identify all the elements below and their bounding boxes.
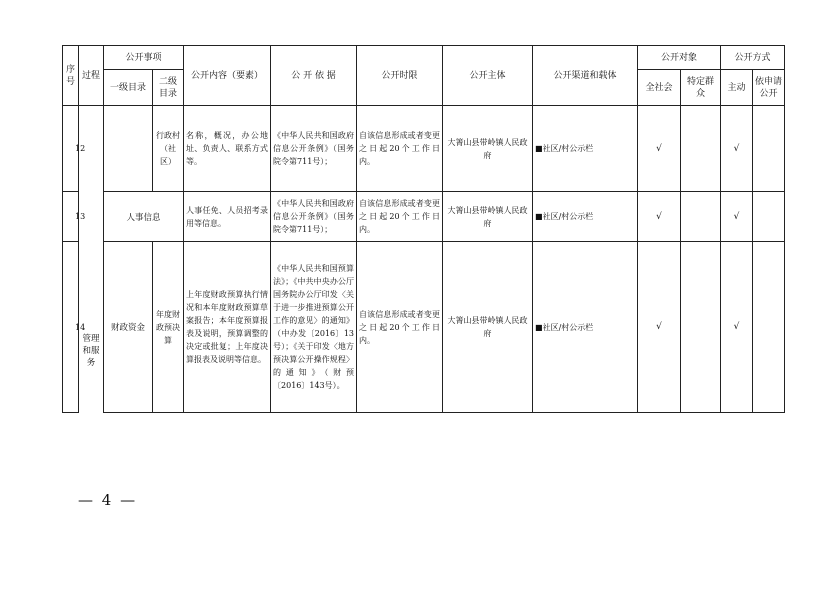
level1-cell: 人事信息 <box>104 192 184 242</box>
basis-cell: 《中华人民共和国政府信息公开条例》（国务院令第711号）； <box>271 192 357 242</box>
header-active: 主动 <box>721 70 753 106</box>
header-specific: 特定群众 <box>681 70 721 106</box>
basis-cell: 《中华人民共和国预算法》；《中共中央办公厅国务院办公厅印发〈关于进一步推进预算公开工作的意见〉的通知》（中办发〔2016〕13号）；《关于印发〈地方预决算公开操作规程〉的通知》（财预〔2016〕143号）。 <box>271 242 357 413</box>
subject-cell: 大箐山县带岭镇人民政府 <box>443 192 533 242</box>
header-row-1 <box>63 46 785 70</box>
level2-cell: 行政村（社区） <box>153 106 184 192</box>
active-check: √ <box>721 242 753 413</box>
header-channel: 公开渠道和载体 <box>533 46 638 106</box>
content-cell: 上年度财政预算执行情况和本年度财政预算草案报告；本年度预算报表及说明，预算调整的决定或批复；上年度决算报表及说明等信息。 <box>184 242 271 413</box>
header-subject: 公开主体 <box>443 46 533 106</box>
all-society-check: √ <box>638 106 681 192</box>
all-society-check: √ <box>638 192 681 242</box>
header-seq: 序号 <box>63 46 79 106</box>
time-limit-cell: 自该信息形成或者变更之日起20个工作日内。 <box>357 242 443 413</box>
channel-cell: ■社区/村公示栏 <box>533 242 638 413</box>
content-cell: 人事任免、人员招考录用等信息。 <box>184 192 271 242</box>
on-request-check <box>753 106 785 192</box>
row-number: 12 <box>63 106 79 192</box>
header-all-society: 全社会 <box>638 70 681 106</box>
specific-check <box>681 242 721 413</box>
specific-check <box>681 192 721 242</box>
page-number: — 4 — <box>78 491 138 509</box>
process-cell: 管理和服务 <box>79 106 104 413</box>
time-limit-cell: 自该信息形成或者变更之日起20个工作日内。 <box>357 106 443 192</box>
header-target-group: 公开对象 <box>638 46 721 70</box>
on-request-check <box>753 242 785 413</box>
header-items-group: 公开事项 <box>104 46 184 70</box>
active-check: √ <box>721 106 753 192</box>
channel-cell: ■社区/村公示栏 <box>533 192 638 242</box>
table-row <box>63 192 785 242</box>
on-request-check <box>753 192 785 242</box>
header-level1: 一级目录 <box>104 70 153 106</box>
header-content: 公开内容（要素） <box>184 46 271 106</box>
row-number: 13 <box>63 192 79 242</box>
subject-cell: 大箐山县带岭镇人民政府 <box>443 106 533 192</box>
level2-cell: 年度财政预决算 <box>153 242 184 413</box>
content-cell: 名称，概况，办公地址、负责人、联系方式等。 <box>184 106 271 192</box>
basis-cell: 《中华人民共和国政府信息公开条例》（国务院令第711号）； <box>271 106 357 192</box>
time-limit-cell: 自该信息形成或者变更之日起20个工作日内。 <box>357 192 443 242</box>
level1-cell <box>104 106 153 192</box>
specific-check <box>681 106 721 192</box>
header-time-limit: 公开时限 <box>357 46 443 106</box>
all-society-check: √ <box>638 242 681 413</box>
disclosure-table <box>62 45 785 413</box>
table-row <box>63 106 785 192</box>
header-method-group: 公开方式 <box>721 46 785 70</box>
header-on-request: 依申请公开 <box>753 70 785 106</box>
row-number: 14 <box>63 242 79 413</box>
active-check: √ <box>721 192 753 242</box>
table-row <box>63 242 785 413</box>
level1-cell: 财政资金 <box>104 242 153 413</box>
header-basis: 公 开 依 据 <box>271 46 357 106</box>
subject-cell: 大箐山县带岭镇人民政府 <box>443 242 533 413</box>
channel-cell: ■社区/村公示栏 <box>533 106 638 192</box>
header-level2: 二级目录 <box>153 70 184 106</box>
header-process: 过程 <box>79 46 104 106</box>
